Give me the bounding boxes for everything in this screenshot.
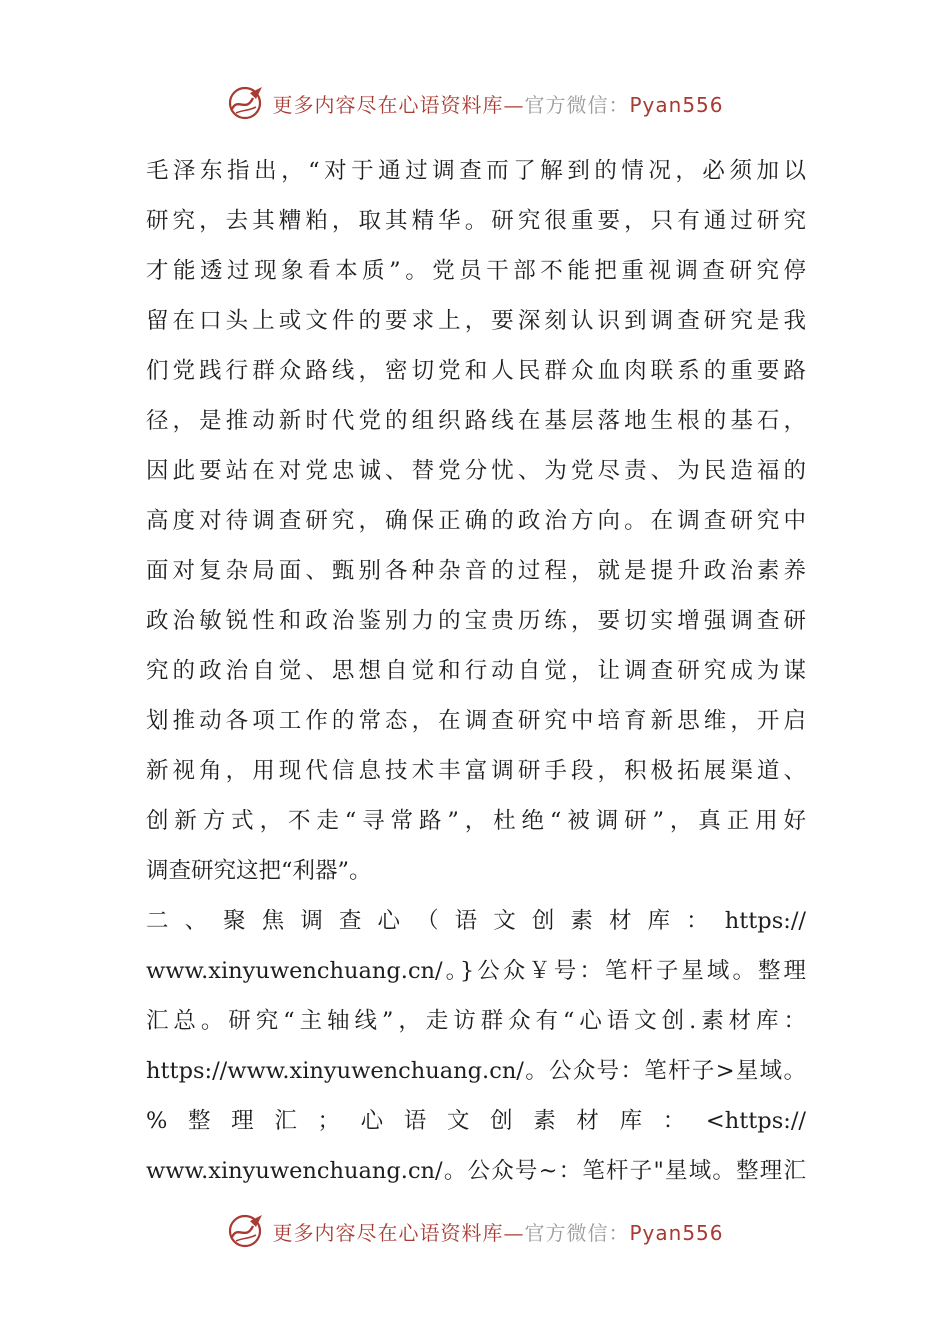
header-wechat-id: Pyan556 xyxy=(629,92,724,117)
body-line: https://www.xinyuwenchuang.cn/。公众号：笔杆子>星域。 xyxy=(146,1058,806,1084)
body-line: %整理汇；心语文创素材库：<https:// xyxy=(146,1108,806,1134)
footer-official-label: 官方微信： xyxy=(524,1220,630,1245)
body-line: 径，是推动新时代党的组织路线在基层落地生根的基石， xyxy=(146,408,806,434)
body-line: 们党践行群众路线，密切党和人民群众血肉联系的重要路 xyxy=(146,358,806,384)
body-line: 创新方式，不走“寻常路”，杜绝“被调研”，真正用好 xyxy=(146,808,806,834)
body-line: 汇总。研究“主轴线”，走访群众有“心语文创.素材库： xyxy=(146,1008,806,1034)
footer-dash: — xyxy=(503,1220,525,1245)
signature-pen-logo-icon xyxy=(226,83,266,123)
header-dash: — xyxy=(503,92,525,117)
section-heading-line: 二、聚焦调查心（语文创素材库：https:// xyxy=(146,908,806,934)
header-official-label: 官方微信： xyxy=(524,92,630,117)
body-line: 面对复杂局面、甄别各种杂音的过程，就是提升政治素养 xyxy=(146,558,806,584)
body-line: 政治敏锐性和政治鉴别力的宝贵历练，要切实增强调查研 xyxy=(146,608,806,634)
body-line: 新视角，用现代信息技术丰富调研手段，积极拓展渠道、 xyxy=(146,758,806,784)
body-line: 留在口头上或文件的要求上，要深刻认识到调查研究是我 xyxy=(146,308,806,334)
body-line: 因此要站在对党忠诚、替党分忧、为党尽责、为民造福的 xyxy=(146,458,806,484)
header-banner-text xyxy=(272,89,723,118)
body-line: 才能透过现象看本质”。党员干部不能把重视调查研究停 xyxy=(146,258,806,284)
body-line: 划推动各项工作的常态，在调查研究中培育新思维，开启 xyxy=(146,708,806,734)
body-line: 研究，去其糟粕，取其精华。研究很重要，只有通过研究 xyxy=(146,208,806,234)
header-promo-text: 更多内容尽在心语资料库 xyxy=(272,92,504,117)
footer-wechat-id: Pyan556 xyxy=(629,1220,724,1245)
body-line: 高度对待调查研究，确保正确的政治方向。在调查研究中 xyxy=(146,508,806,534)
footer-banner xyxy=(0,1206,950,1256)
signature-pen-logo-icon xyxy=(226,1211,266,1251)
footer-banner-text xyxy=(272,1217,723,1246)
body-line: 调查研究这把“利器”。 xyxy=(146,858,372,884)
footer-promo-text: 更多内容尽在心语资料库 xyxy=(272,1220,504,1245)
body-line: www.xinyuwenchuang.cn/。}公众￥号：笔杆子星域。整理 xyxy=(146,958,806,984)
body-line: 毛泽东指出，“对于通过调查而了解到的情况，必须加以 xyxy=(146,158,806,184)
header-banner xyxy=(0,78,950,128)
body-line: www.xinyuwenchuang.cn/。公众号~：笔杆子"星域。整理汇 xyxy=(146,1158,806,1184)
body-line: 究的政治自觉、思想自觉和行动自觉，让调查研究成为谋 xyxy=(146,658,806,684)
document-body xyxy=(146,146,806,1196)
